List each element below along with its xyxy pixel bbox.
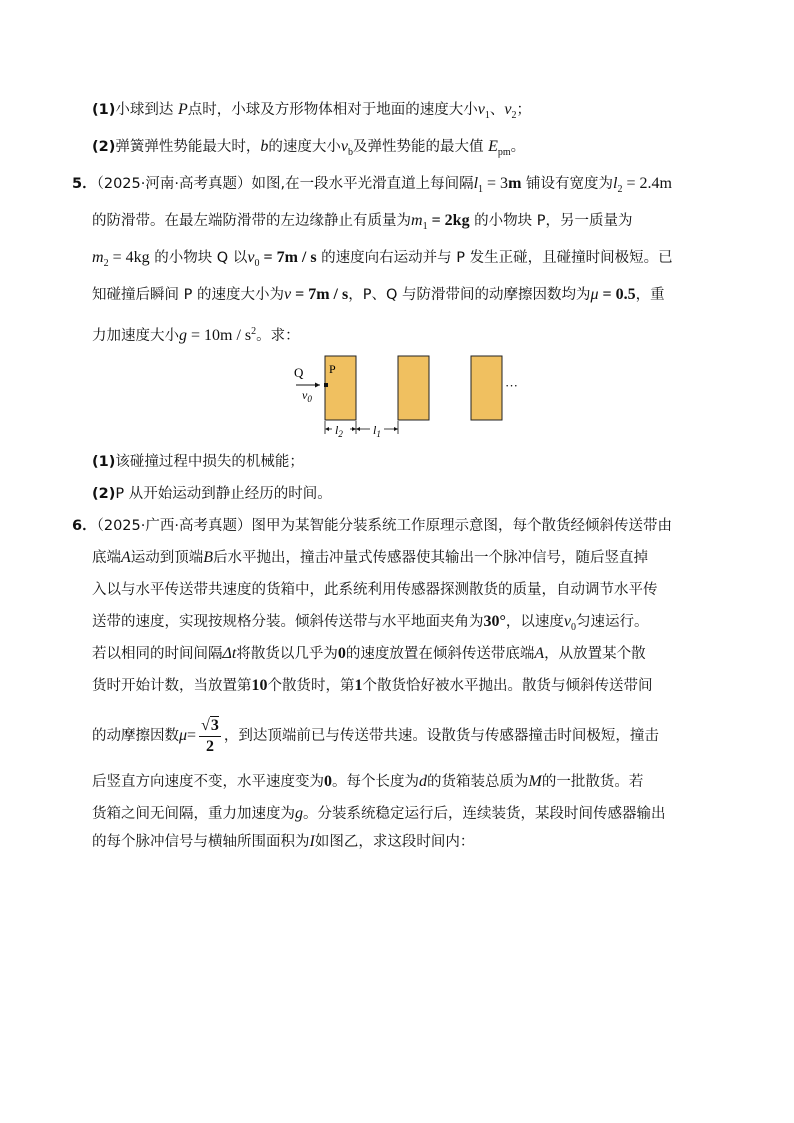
ellipsis: ···: [505, 378, 518, 393]
label-q: Q: [294, 365, 304, 380]
dim-arrow: [356, 427, 360, 431]
q6-line-9: 货箱之间无间隔，重力加速度为g。分装系统稳定运行后，连续装货，某段时间传感器输出: [92, 805, 666, 822]
q6-line-2: 底端A运动到顶端B后水平抛出，撞击冲量式传感器使其输出一个脉冲信号，随后竖直掉: [92, 549, 649, 566]
block-p: [324, 383, 328, 387]
q5-line-1: 5．（2025·河南·高考真题）如图,在一段水平光滑直道上每间隔$l_1 = 3m$ 铺设有宽度为$l_2 = 2.4m$: [72, 175, 672, 195]
label-p: P: [329, 362, 336, 376]
q5-line-3: $m_2 = 4kg$ 的小物块 Q 以$v_0 = 7m / s$ 的速度向右运动并与 P 发生正碰，且碰撞时间极短。已: [92, 249, 673, 269]
question-number: 6．: [72, 518, 97, 534]
q5-figure: [288, 352, 528, 438]
q6-line-5: 若以相同的时间间隔Δt将散货以几乎为0的速度放置在倾斜传送带底端A，从放置某个散: [92, 645, 646, 662]
dim-arrow: [352, 427, 356, 431]
q6-line-3: 入以与水平传送带共速度的货箱中，此系统利用传感器探测散货的质量，自动调节水平传: [92, 582, 658, 598]
label-l1: $l_1$: [373, 423, 381, 438]
question-source: （2025·河南·高考真题）: [96, 176, 252, 192]
label-v0: $v_0$: [302, 388, 312, 404]
q6-line-8: 后竖直方向速度不变，水平速度变为0。每个长度为d的货箱装总质为M的一批散货。若: [92, 773, 644, 790]
q5-line-2: 的防滑带。在最左端防滑带的左边缘静止有质量为$m_1 = 2kg$ 的小物块 P，另一质量为: [92, 212, 633, 232]
q5-sub1: (1)该碰撞过程中损失的机械能；: [92, 454, 304, 470]
q5-sub2: (2)P 从开始运动到静止经历的时间。: [92, 486, 332, 502]
q5-line-5: 力加速度大小$g = 10m / s^2$。求：: [92, 326, 300, 344]
question-source: （2025·广西·高考真题）: [96, 518, 252, 534]
fraction-sqrt3-over-2: $\frac{√3}{2}$: [201, 716, 219, 755]
q6-line-6: 货时开始计数，当放置第10个散货时，第1个散货恰好被水平抛出。散货与倾斜传送带间: [92, 677, 653, 694]
dim-arrow: [325, 427, 329, 431]
anti-slip-strip-2: [398, 356, 429, 420]
q6-line-10: 的每个脉冲信号与横轴所围面积为I如图乙，求这段时间内：: [92, 833, 475, 850]
arrow-head-icon: [315, 383, 320, 388]
label-l2: $l_2$: [335, 423, 343, 438]
q4-sub1: (1)小球到达 P点时，小球及方形物体相对于地面的速度大小$v_1$、$v_2$；: [92, 101, 531, 121]
dim-arrow: [394, 427, 398, 431]
question-number: 5．: [72, 176, 97, 192]
anti-slip-strip-3: [471, 356, 502, 420]
q6-line-7: 的动摩擦因数μ= $\frac{√3}{2}$ ，到达顶端前已与传送带共速。设散货与传感器撞击时间极短，撞击: [92, 716, 659, 755]
q4-sub2: (2)弹簧弹性势能最大时，b的速度大小$v_b$及弹性势能的最大值 $E_{pm}$。: [92, 138, 526, 158]
q5-line-4: 知碰撞后瞬间 P 的速度大小为v = 7m / s，P、Q 与防滑带间的动摩擦因数均为μ = 0.5，重: [92, 286, 665, 303]
q6-line-1: 6．（2025·广西·高考真题）图甲为某智能分装系统工作原理示意图，每个散货经倾斜传送带由: [72, 518, 672, 534]
q6-line-4: 送带的速度，实现按规格分装。倾斜传送带与水平地面夹角为30°，以速度$v_0$匀速运行。: [92, 613, 649, 633]
